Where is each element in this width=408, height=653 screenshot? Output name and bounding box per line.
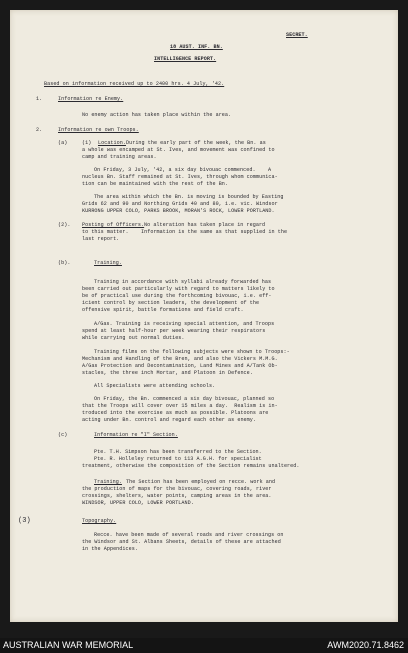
i-section-line: treatment, otherwise the composition of the Section remains unaltered. — [82, 463, 300, 469]
location-heading: Location. — [98, 140, 126, 146]
training-line: Training in accordance with syllabi already forwarded has — [94, 279, 272, 285]
section-2-number: 2. — [36, 127, 43, 133]
section-3-number: (3) — [18, 517, 31, 525]
classification-stamp: SECRET. — [286, 32, 308, 38]
footer-accession-number: AWM2020.71.8462 — [327, 640, 404, 650]
training-line: A/Gas Protection and Decontamination, Land Mines and A/Tank Ob- — [82, 363, 278, 369]
topography-line: in the Appendices. — [82, 546, 138, 552]
i-section-training-line: WINDSOR, UPPER COLO, LOWER PORTLAND. — [82, 500, 194, 506]
training-line: offensive spirit, battle formations and field craft. — [82, 307, 244, 313]
report-subtitle: Based on information received up to 2400 hrs. 4 July, '42. — [44, 81, 225, 87]
training-line: Mechanism and Handling of the Bren, and also the Vickers M.M.G. — [82, 356, 278, 362]
subsection-c-label: (c) — [58, 432, 68, 438]
training-line: troduced into the exercise as much as possible. Platoons are — [82, 410, 269, 416]
training-line: spend at least half-hour per week wearing their respirators — [82, 328, 266, 334]
location-line: tion can be maintained with the rest of the Bn. — [82, 181, 229, 187]
training-line: acting under Bn. control and regard each other as enemy. — [82, 417, 256, 423]
section-1-number: 1. — [36, 96, 43, 102]
training-heading: Training. — [94, 260, 122, 266]
location-line: On Friday, 3 July, '42, a six day bivouac commenced. A — [94, 167, 272, 173]
topography-line: the Windsor and St. Albans Sheets, details of these are attached — [82, 539, 281, 545]
location-line: The area within which the Bn. is moving is bounded by Easting — [94, 194, 284, 200]
training-line: All Specialists were attending schools. — [94, 383, 216, 389]
location-line: Grids 62 and 90 and Northing Grids 40 and 80, i.e. vic. Windsor — [82, 201, 278, 207]
report-title: INTELLIGENCE REPORT. — [154, 56, 217, 62]
location-line: KURRONG UPPER COLO, PARKS BROOK, MORAN'S ROCK, LOWER PORTLAND. — [82, 208, 275, 214]
section-2-heading: Information re own Troops. — [58, 127, 139, 133]
training-line: been carried out particularly with regard to matters likely to — [82, 286, 275, 292]
i-section-training-line: the production of maps for the bivouac, covering roads, river — [82, 486, 272, 492]
posting-heading: Posting of Officers. — [82, 222, 145, 228]
topography-heading: Topography. — [82, 518, 117, 524]
i-section-training-line: The Section has been employed on recce. work and — [126, 479, 276, 485]
training-line: A/Gas. Training is receiving special attention, and Troops — [94, 321, 275, 327]
posting-line: last report. — [82, 236, 120, 242]
posting-line: to this matter. Information is the same as that supplied in the — [82, 229, 288, 235]
training-line: On Friday, the Bn. commenced a six day bivouac, planned so — [94, 396, 275, 402]
unit-name: 18 AUST. INF. BN. — [170, 44, 223, 50]
subsection-a-label: (a) — [58, 140, 68, 146]
footer-source: AUSTRALIAN WAR MEMORIAL — [3, 640, 134, 650]
training-line: that the Troops will cover over 15 miles a day. Realism is in- — [82, 403, 278, 409]
location-line: nucleus Bn. Staff remained at St. Ives, through whom communica- — [82, 174, 278, 180]
i-section-training-line: crossings, shelters, water points, camping areas in the area. — [82, 493, 272, 499]
subsection-a1-number: (1) — [82, 140, 92, 146]
location-line: a whole was encamped at St. Ives, and movement was confined to — [82, 147, 275, 153]
topography-line: Recce. have been made of several roads and river crossings on — [94, 532, 284, 538]
training-line: be of practical use during the forthcoming bivouac, i.e. eff- — [82, 293, 272, 299]
section-1-text: No enemy action has taken place within the area. — [82, 112, 232, 118]
training-line: while carrying out normal duties. — [82, 335, 185, 341]
training-line: Training films on the following subjects were shown to Troops:- — [94, 349, 290, 355]
i-section-training-heading: Training. — [94, 479, 122, 485]
location-line: During the early part of the week, the Bn. as — [126, 140, 266, 146]
footer-bar — [0, 638, 408, 653]
posting-line: No alteration has taken place in regard — [144, 222, 266, 228]
i-section-line: Pte. R. Holleley returned to 113 A.G.H. for specialist — [94, 456, 262, 462]
i-section-heading: Information re "I" Section. — [94, 432, 178, 438]
subsection-b-label: (b). — [58, 260, 71, 266]
i-section-line: Pte. T.H. Simpson has been transferred to the Section. — [94, 449, 262, 455]
training-line: stacles, the three inch Mortar, and Platoon in Defence. — [82, 370, 253, 376]
subsection-a2-number: (2). — [58, 222, 71, 228]
section-1-heading: Information re Enemy. — [58, 96, 124, 102]
location-line: camp and training areas. — [82, 154, 157, 160]
training-line: icient control by section leaders, the development of the — [82, 300, 260, 306]
